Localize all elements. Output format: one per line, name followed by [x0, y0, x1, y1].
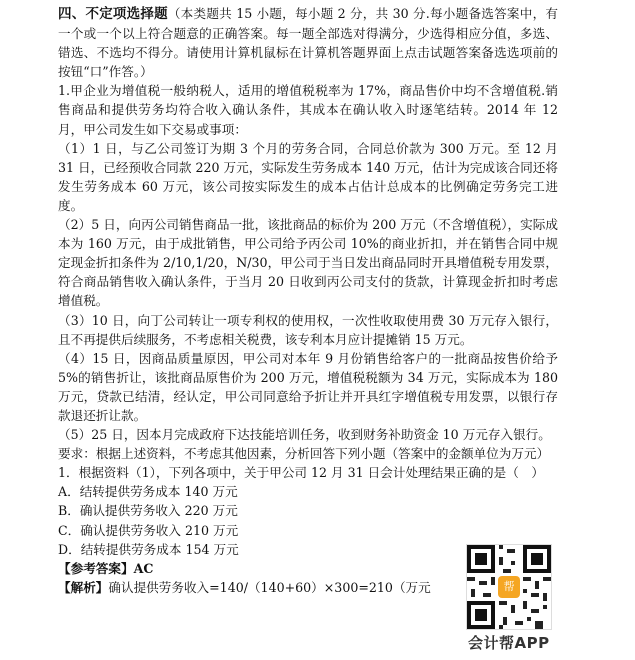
answer-value: AC	[133, 560, 154, 576]
brand-watermark: 会计帮APP	[468, 634, 550, 652]
requirement-text: 要求：根据上述资料，不考虑其他因素，分析回答下列小题（答案中的金额单位为万元）	[58, 446, 550, 462]
analysis-text: 确认提供劳务收入=140/（140+60）×300=210（万元	[108, 579, 431, 595]
paragraph-intro: 1.甲企业为增值税一般纳税人，适用的增值税税率为 17%，商品售价中均不含增值税.销售商品和提供劳务均符合收入确认条件，其成本在确认收入时逐笔结转。2014 年 12 月，甲公司发生如下交易或事项：	[58, 83, 558, 137]
option-a[interactable]: A．结转提供劳务成本 140 万元	[58, 484, 238, 500]
section-title: 四、不定项选择题	[58, 6, 168, 22]
section-instruction: （本类题共 15 小题，每小题 2 分，共 30 分.每小题备选答案中，有一个或一个以上符合题意的正确答案。每一题全部选对得满分，少选得相应分值，多选、错选、不选均不得分。请使用计算机鼠标在计算机答题界面上点击试题答案备选选项前的按钮“口”作答。）	[58, 6, 558, 80]
paragraph-item-4: （4）15 日，因商品质量原因，甲公司对本年 9 月份销售给客户的一批商品按售价给予 5%的销售折让，该批商品原售价为 200 万元，增值税税额为 34 万元，实际成本为 180 万元，贷款已结清，经认定，甲公司同意给予折让并开具红字增值税专用发票，以银行存款退还折让款。	[58, 350, 558, 423]
option-b[interactable]: B．确认提供劳务收入 220 万元	[58, 503, 238, 519]
qr-code-image	[466, 544, 552, 630]
paragraph-item-5: （5）25 日，因本月完成政府下达技能培训任务，收到财务补助资金 10 万元存入银行。	[58, 427, 551, 443]
paragraph-item-1: （1）1 日，与乙公司签订为期 3 个月的劳务合同，合同总价款为 300 万元。至 12 月 31 日，已经预收合同款 220 万元，实际发生劳务成本 140 万元，估计为完成该合同还将发生劳务成本 60 万元，该公司按实际发生的成本占估计总成本的比例确定劳务完工进度。	[58, 140, 558, 213]
option-c[interactable]: C．确认提供劳务收入 210 万元	[58, 522, 239, 538]
option-d[interactable]: D．结转提供劳务成本 154 万元	[58, 541, 239, 557]
question-stem: 1．根据资料（1），下列各项中，关于甲公司 12 月 31 日会计处理结果正确的是（ ）	[58, 465, 544, 481]
paragraph-item-3: （3）10 日，向丁公司转让一项专利权的使用权，一次性收取使用费 30 万元存入银行，且不再提供后续服务，不考虑相关税费，该专利本月应计提摊销 15 万元。	[58, 312, 558, 347]
paragraph-item-2: （2）5 日，向丙公司销售商品一批，该批商品的标价为 200 万元（不含增值税），实际成本为 160 万元，由于成批销售，甲公司给予丙公司 10%的商业折扣，并在销售合同中规定现金折扣条件为 2/10,1/20，N/30，甲公司于当日发出商品同时开具增值税专用发票，符合商品销售收入确认条件，于当月 20 日收到丙公司支付的货款，计算现金折扣时考虑增值税。	[58, 217, 558, 309]
analysis-label: 【解析】	[58, 579, 109, 595]
answer-label: 【参考答案】	[58, 560, 134, 576]
document-body	[58, 4, 558, 597]
qr-center-logo: 帮	[498, 576, 520, 598]
section-heading	[58, 4, 558, 81]
